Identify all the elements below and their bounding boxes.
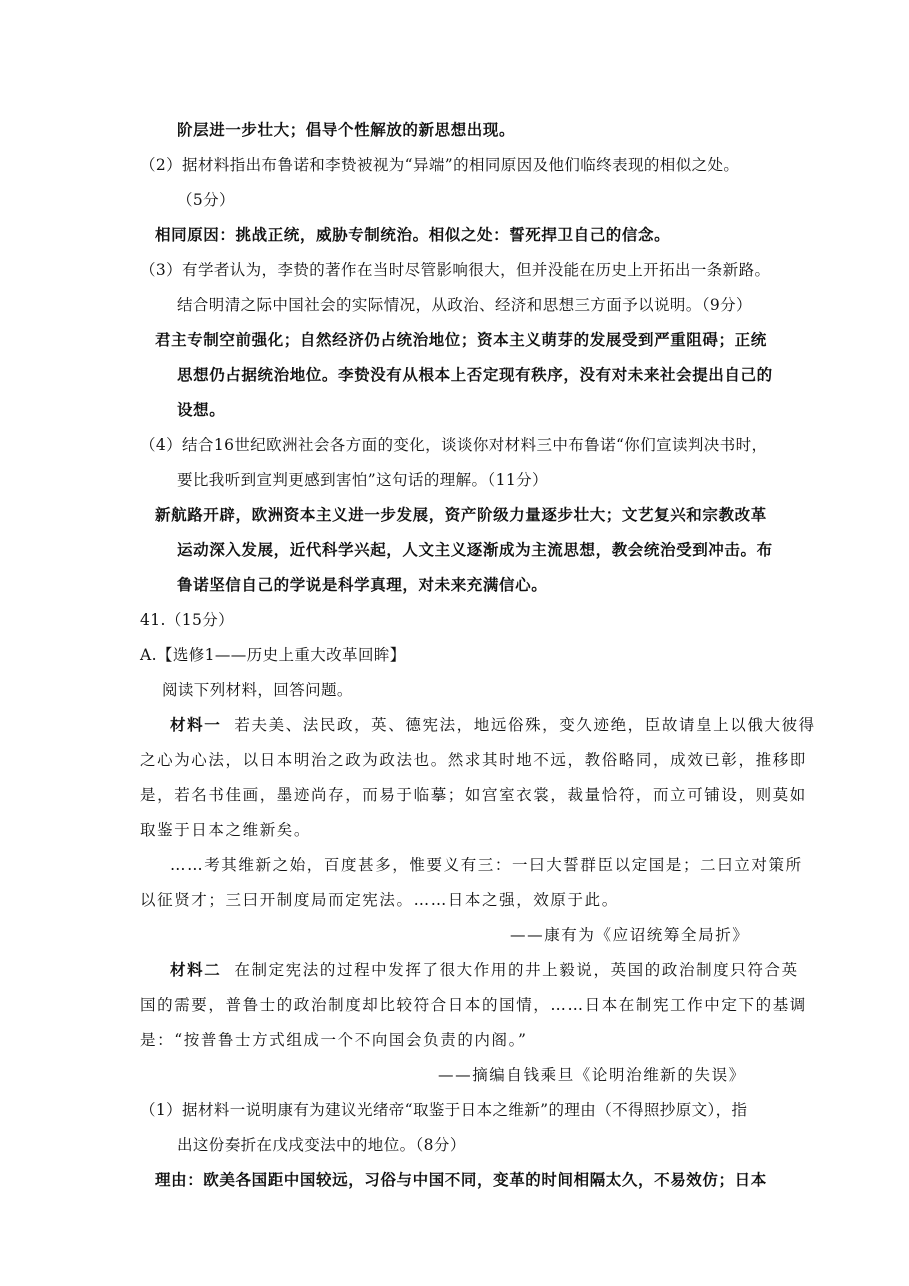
question-41-1-continued: 出这份奏折在戊戌变法中的地位。（8分）: [177, 1136, 466, 1154]
material-1-line: 取鉴于日本之维新矣。: [140, 821, 312, 839]
question-41-heading: 41.（15分）: [140, 611, 235, 629]
answer-3-end: 设想。: [177, 401, 226, 419]
material-2-line: 是：“按普鲁士方式组成一个不向国会负责的内阁。”: [140, 1031, 528, 1049]
answer-3-continued: 思想仍占据统治地位。李贽没有从根本上否定现有秩序，没有对未来社会提出自己的: [177, 366, 773, 384]
material-2-paragraph: [170, 959, 799, 981]
question-3-continued: 结合明清之际中国社会的实际情况，从政治、经济和思想三方面予以说明。（9分）: [177, 296, 752, 314]
material-1-label: 材料一: [170, 716, 222, 734]
question-41-1: （1）据材料一说明康有为建议光绪帝“取鉴于日本之维新”的理由（不得照抄原文），指: [140, 1101, 748, 1119]
answer-line: 阶层进一步壮大；倡导个性解放的新思想出现。: [177, 121, 516, 139]
answer-3: 君主专制空前强化；自然经济仍占统治地位；资本主义萌芽的发展受到严重阻碍；正统: [155, 331, 767, 349]
answer-2: 相同原因：挑战正统，威胁专制统治。相似之处：誓死捍卫自己的信念。: [155, 226, 671, 244]
material-2-line: 国的需要，普鲁士的政治制度却比较符合日本的国情，……日本在制宪工作中定下的基调: [140, 996, 807, 1014]
material-1-line: 之心为心法，以日本明治之政为政法也。然求其时地不远，教俗略同，成效已彰，推移即: [140, 751, 807, 769]
material-2-text: 在制定宪法的过程中发挥了很大作用的井上毅说，英国的政治制度只符合英: [234, 961, 799, 979]
answer-4-end: 鲁诺坚信自己的学说是科学真理，对未来充满信心。: [177, 576, 548, 594]
material-1-line: 是，若名书佳画，墨迹尚存，而易于临摹；如宫室衣裳，裁量恰符，而立可铺设，则莫如: [140, 786, 807, 804]
material-2-label: 材料二: [170, 961, 222, 979]
question-2: （2）据材料指出布鲁诺和李贽被视为“异端”的相同原因及他们临终表现的相似之处。: [140, 156, 740, 174]
material-1-text: 若夫美、法民政，英、德宪法，地远俗殊，变久迹绝，臣故请皇上以俄大彼得: [234, 716, 816, 734]
material-1-line: 以征贤才；三曰开制度局而定宪法。……日本之强，效原于此。: [140, 891, 619, 909]
question-4: （4）结合16世纪欧洲社会各方面的变化，谈谈你对材料三中布鲁诺“你们宣读判决书时，: [140, 436, 768, 454]
answer-41-1: 理由：欧美各国距中国较远，习俗与中国不同，变革的时间相隔太久，不易效仿；日本: [155, 1171, 767, 1189]
elective-heading: A.【选修1——历史上重大改革回眸】: [140, 646, 406, 664]
question-4-continued: 要比我听到宣判更感到害怕”这句话的理解。（11分）: [177, 471, 548, 489]
material-1-paragraph: [170, 714, 816, 736]
material-1-line: ……考其维新之始，百度甚多，惟要义有三：一曰大誓群臣以定国是；二曰立对策所: [170, 856, 803, 874]
material-1-source: ——康有为《应诏统筹全局折》: [510, 926, 750, 944]
answer-4: 新航路开辟，欧洲资本主义进一步发展，资产阶级力量逐步壮大；文艺复兴和宗教改革: [155, 506, 767, 524]
answer-4-continued: 运动深入发展，近代科学兴起，人文主义逐渐成为主流思想，教会统治受到冲击。布: [177, 541, 773, 559]
instruction: 阅读下列材料，回答问题。: [162, 681, 353, 699]
question-3: （3）有学者认为，李贽的著作在当时尽管影响很大，但并没能在历史上开拓出一条新路。: [140, 261, 771, 279]
question-2-score: （5分）: [177, 191, 235, 209]
material-2-source: ——摘编自钱乘旦《论明治维新的失误》: [438, 1066, 746, 1084]
